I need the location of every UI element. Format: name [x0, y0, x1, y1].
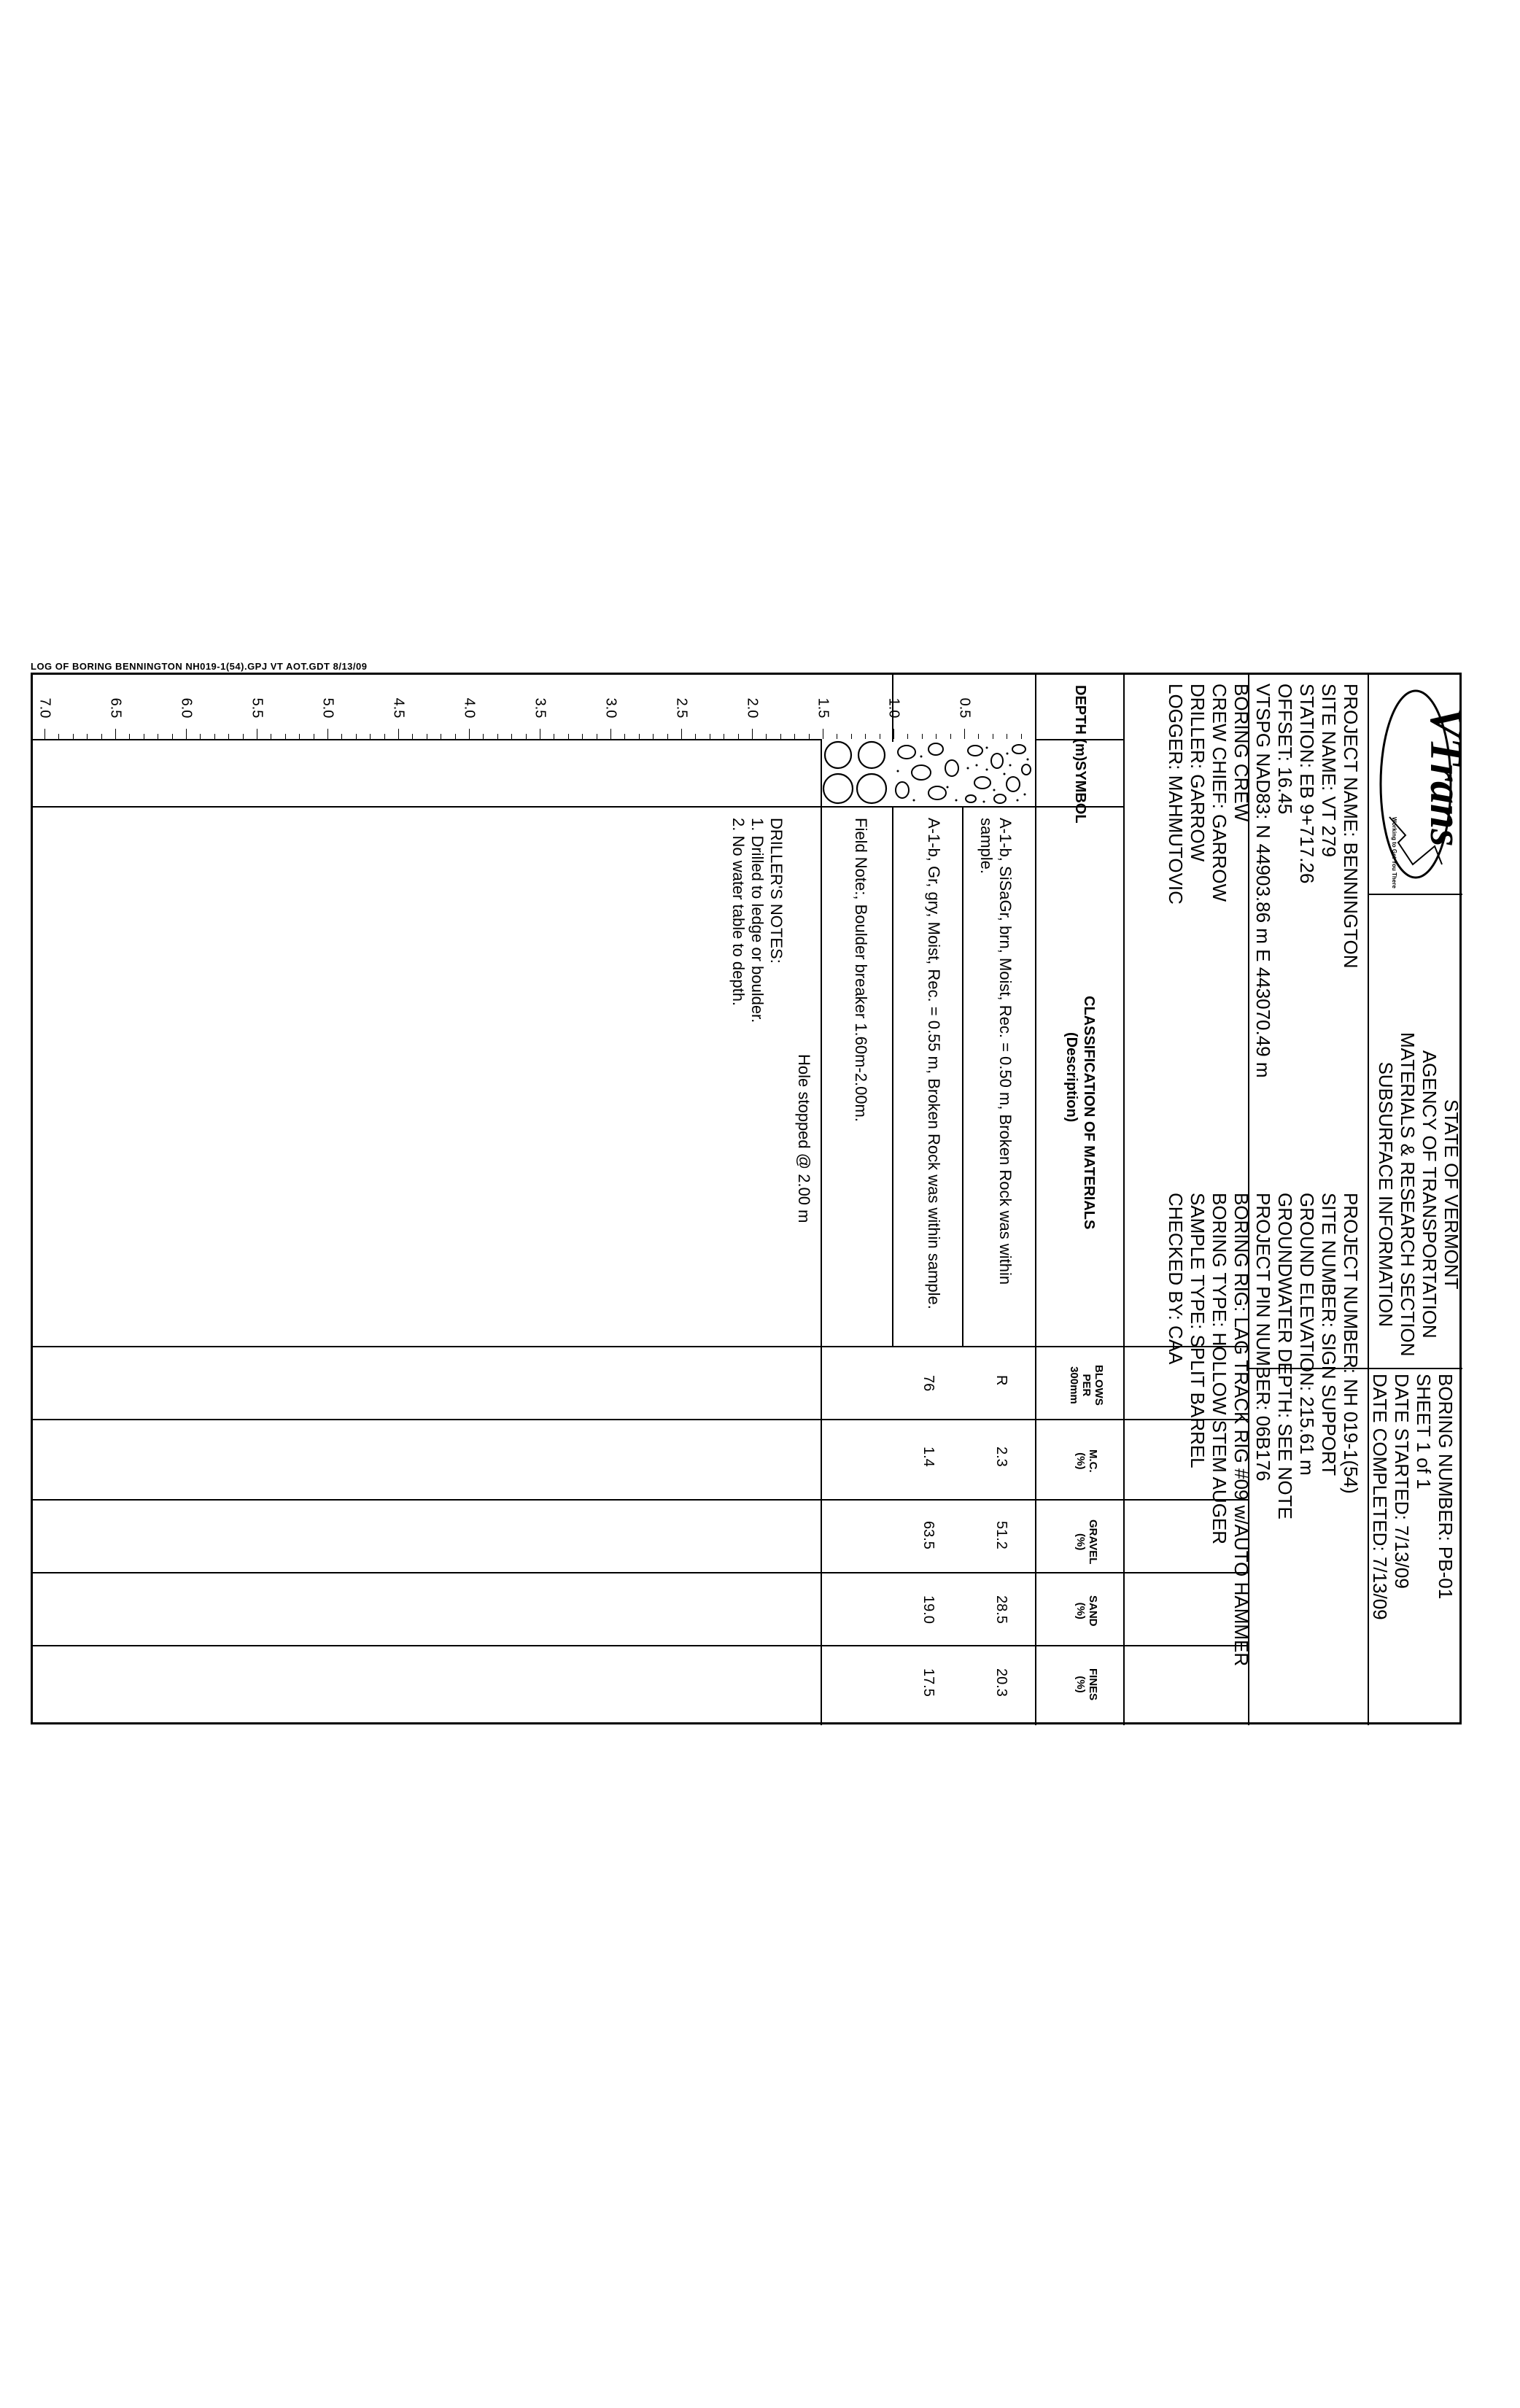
depth-tick [101, 734, 102, 739]
depth-tick [667, 734, 668, 739]
description-column-divider [33, 1346, 1248, 1347]
gravel-header: GRAVEL (%) [1074, 1519, 1099, 1565]
project-left-line-2: SITE NAME: VT 279 [1318, 684, 1340, 857]
depth-label: 6.5 [107, 697, 124, 719]
sand-header: SAND (%) [1074, 1595, 1099, 1627]
depth-tick [172, 734, 173, 739]
depth-tick [653, 734, 654, 739]
classification-subheader: (Description) [1063, 1032, 1079, 1123]
gravel-column-divider [33, 1572, 1248, 1573]
depth-header: DEPTH (m) [1072, 685, 1088, 762]
depth-tick [978, 734, 979, 739]
depth-tick [327, 729, 328, 739]
layer-2-description: A-1-b, Gr, gry, Moist, Rec. = 0.55 m, Broken Rock was within sample. [925, 818, 943, 1309]
project-left-line-7: CREW CHIEF: GARROW [1209, 684, 1230, 902]
depth-tick [568, 734, 569, 739]
project-left-line-1: PROJECT NAME: BENNINGTON [1340, 684, 1362, 969]
boring-id-block [1369, 1374, 1457, 1620]
layer-1-description: A-1-b, SiSaGr, brn, Moist, Rec. = 0.50 m, Broken Rock was within sample. [977, 818, 1015, 1285]
boring-log-sheet [31, 673, 1470, 1724]
depth-tick [299, 734, 300, 739]
fines-header: FINES (%) [1074, 1668, 1099, 1701]
depth-tick [129, 734, 130, 739]
symbol-header: SYMBOL [1072, 761, 1088, 824]
depth-tick [469, 729, 470, 739]
symbol-layer-3-boulder [821, 739, 892, 806]
depth-tick [455, 734, 456, 739]
layer-2-sand: 19.0 [920, 1595, 937, 1624]
depth-tick [1021, 734, 1022, 739]
depth-label: 5.5 [249, 697, 265, 719]
depth-tick [214, 734, 215, 739]
depth-tick [186, 729, 187, 739]
depth-tick [610, 729, 611, 739]
agency-line-2: AGENCY OF TRANSPORTATION [1419, 1050, 1440, 1339]
depth-tick [695, 734, 696, 739]
depth-tick [73, 734, 74, 739]
depth-tick [851, 734, 852, 739]
depth-tick [907, 734, 908, 739]
project-right-line-6: BORING RIG: LAG TRACK RIG #09 w/AUTO HAMMER [1230, 1193, 1252, 1667]
depth-tick [809, 734, 810, 739]
footer-file-info: LOG OF BORING BENNINGTON NH019-1(54).GPJ VT AOT.GDT 8/13/09 [31, 661, 368, 672]
depth-tick [794, 734, 795, 739]
sand-column-divider [33, 1645, 1248, 1646]
project-left-line-3: STATION: EB 9+717.26 [1296, 684, 1318, 884]
blows-column-divider [33, 1419, 1248, 1420]
project-left-line-6: BORING CREW [1230, 684, 1252, 822]
date-started: DATE STARTED: 7/13/09 [1391, 1374, 1413, 1589]
symbol-layer-2-gravel [892, 739, 962, 806]
project-left-line-4: OFFSET: 16.45 [1274, 684, 1296, 815]
layer-2-blows: 76 [920, 1375, 937, 1392]
depth-tick [964, 729, 965, 739]
depth-tick [922, 734, 923, 739]
project-right-line-8: SAMPLE TYPE: SPLIT BARREL [1187, 1193, 1209, 1468]
depth-tick [384, 734, 385, 739]
depth-tick [200, 734, 201, 739]
date-completed: DATE COMPLETED: 7/13/09 [1369, 1374, 1391, 1620]
project-right-line-9: CHECKED BY: CAA [1165, 1193, 1187, 1365]
depth-label: 1.0 [885, 697, 902, 719]
depth-tick [752, 729, 753, 739]
depth-label: 7.0 [36, 697, 53, 719]
classification-header: CLASSIFICATION OF MATERIALS [1081, 996, 1097, 1230]
project-right-line-5: PROJECT PIN NUMBER: 06B176 [1252, 1193, 1274, 1482]
layer-1-sand: 28.5 [993, 1595, 1009, 1624]
depth-tick [115, 729, 116, 739]
depth-tick [483, 734, 484, 739]
depth-tick [681, 729, 682, 739]
project-left-line-8: DRILLER: GARROW [1187, 684, 1209, 862]
depth-label: 1.5 [815, 697, 831, 719]
project-info-left [1165, 684, 1362, 1078]
project-right-line-4: GROUNDWATER DEPTH: SEE NOTE [1274, 1193, 1296, 1519]
sheet-number: SHEET 1 of 1 [1413, 1374, 1435, 1490]
depth-tick [639, 734, 640, 739]
field-note: Field Note:, Boulder breaker 1.60m-2.00m. [852, 818, 870, 1122]
project-info-right [1165, 1193, 1362, 1666]
layer-1-gravel: 51.2 [993, 1521, 1009, 1549]
agency-line-1: STATE OF VERMONT [1440, 1099, 1462, 1290]
layer-2-gravel: 63.5 [920, 1521, 937, 1549]
depth-tick [893, 729, 894, 739]
depth-label: 0.5 [956, 697, 973, 719]
depth-tick [780, 734, 781, 739]
mc-column-divider [33, 1499, 1248, 1501]
depth-label: 5.0 [319, 697, 336, 719]
depth-tick [243, 734, 244, 739]
depth-tick [285, 734, 286, 739]
depth-tick [44, 729, 45, 739]
depth-tick [738, 734, 739, 739]
layer-boundary-0.5 [962, 806, 963, 1346]
agency-line-3: MATERIALS & RESEARCH SECTION [1397, 1032, 1419, 1357]
svg-text:Working to Get You There: Working to Get You There [1391, 817, 1397, 889]
project-left-line-9: LOGGER: MAHMUTOVIC [1165, 684, 1187, 905]
layer-2-fines: 17.5 [920, 1668, 937, 1697]
project-right-line-2: SITE NUMBER: SIGN SUPPORT [1318, 1193, 1340, 1476]
depth-tick [356, 734, 357, 739]
depth-tick [398, 729, 399, 739]
depth-tick [370, 734, 371, 739]
column-header-divider [1123, 675, 1125, 1725]
layer-1-blows: R [993, 1375, 1009, 1386]
mc-header: M.C. (%) [1074, 1449, 1099, 1473]
depth-tick [766, 734, 767, 739]
drillers-notes: DRILLER'S NOTES: 1. Drilled to ledge or boulder. 2. No water table to depth. [729, 818, 786, 1023]
layer-1-mc: 2.3 [993, 1447, 1009, 1467]
depth-tick [526, 734, 527, 739]
layer-boundary-1.0 [892, 806, 893, 1346]
depth-label: 4.0 [461, 697, 478, 719]
logo-text: VTrans [1421, 708, 1470, 847]
hole-stopped-note: Hole stopped @ 2.00 m [795, 1054, 813, 1223]
agency-title-block [1375, 1032, 1462, 1357]
layer-2-mc: 1.4 [920, 1447, 937, 1467]
depth-tick [624, 734, 625, 739]
project-left-line-5: VTSPG NAD83: N 44903.86 m E 443070.49 m [1252, 684, 1274, 1078]
depth-label: 3.5 [532, 697, 548, 719]
symbol-column-divider [33, 806, 1123, 808]
depth-tick [497, 734, 498, 739]
symbol-layer-1-silty-sandy-gravel [962, 739, 1035, 806]
agency-line-4: SUBSURFACE INFORMATION [1375, 1061, 1397, 1328]
depth-label: 2.0 [744, 697, 761, 719]
depth-tick [582, 734, 583, 739]
depth-tick [341, 734, 342, 739]
depth-tick [412, 734, 413, 739]
depth-tick [511, 734, 512, 739]
depth-tick [58, 734, 59, 739]
blows-header: BLOWS PER 300mm [1068, 1365, 1105, 1406]
depth-label: 3.0 [602, 697, 619, 719]
layer-1-fines: 20.3 [993, 1668, 1009, 1697]
boring-number: BORING NUMBER: PB-01 [1435, 1374, 1457, 1600]
depth-tick [936, 734, 937, 739]
project-right-line-3: GROUND ELEVATION: 215.61 m [1296, 1193, 1318, 1476]
project-right-line-1: PROJECT NUMBER: NH 019-1(54) [1340, 1193, 1362, 1494]
depth-label: 4.5 [390, 697, 407, 719]
depth-label: 2.5 [673, 697, 690, 719]
depth-tick [87, 734, 88, 739]
vtrans-logo [1376, 686, 1470, 889]
layer-boundary-bottom [821, 739, 822, 1725]
project-right-line-7: BORING TYPE: HOLLOW STEM AUGER [1209, 1193, 1230, 1545]
depth-tick [950, 734, 951, 739]
depth-tick [865, 734, 866, 739]
depth-label: 6.0 [178, 697, 195, 719]
depth-tick [228, 734, 229, 739]
